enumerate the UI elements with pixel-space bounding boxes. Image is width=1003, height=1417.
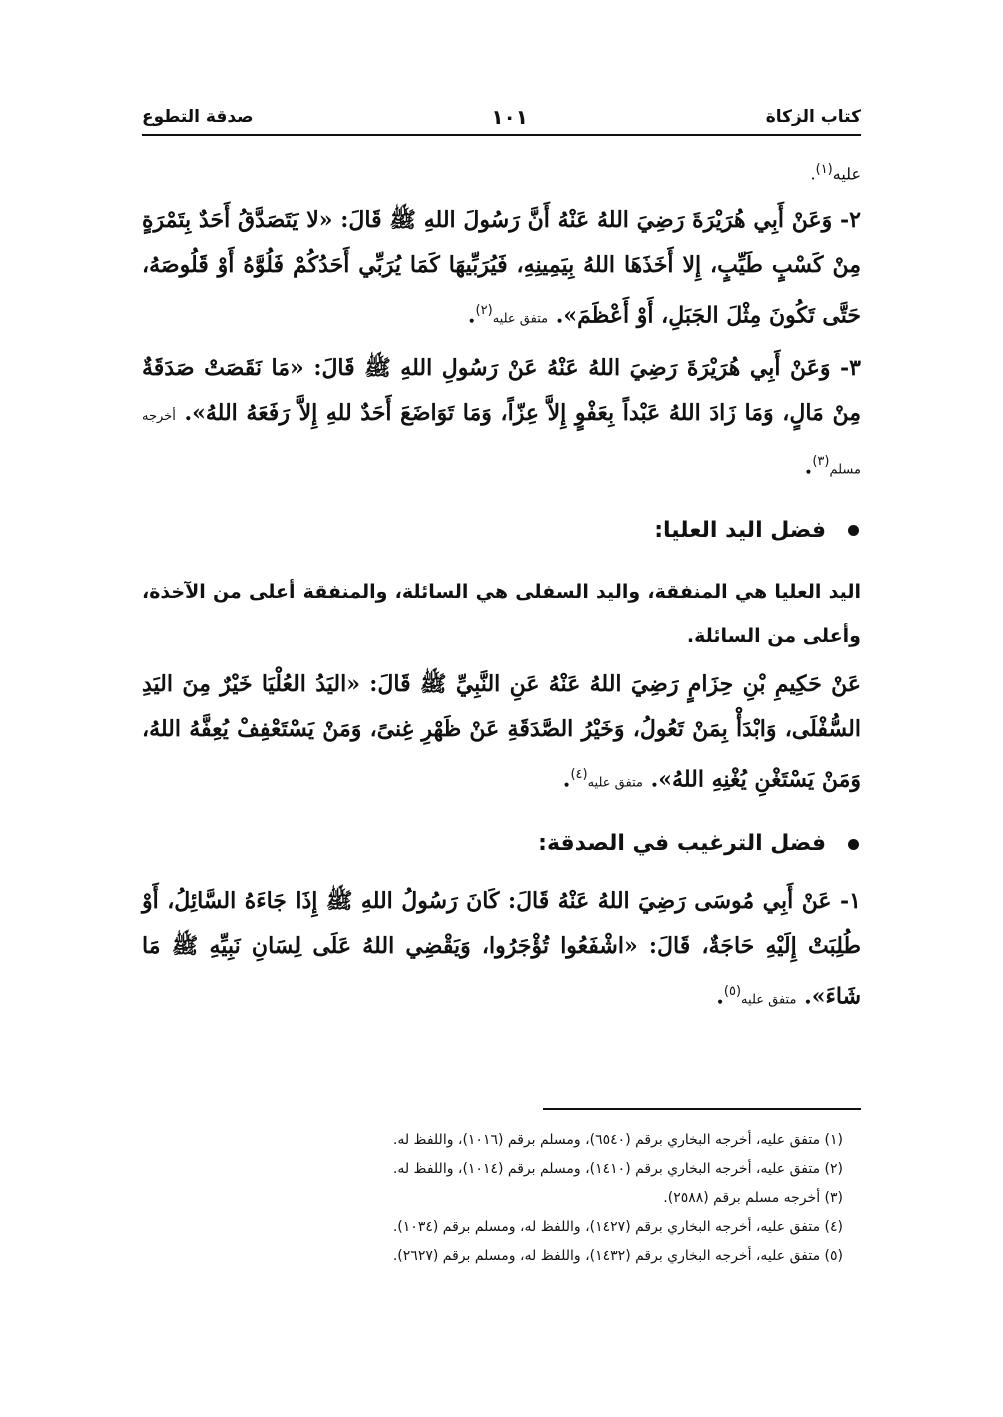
hadith-2-end: .: [467, 302, 476, 329]
footnote-item: (٥) متفق عليه، أخرجه البخاري برقم (١٤٣٢)، واللفظ له، ومسلم برقم (٢٦٢٧).: [392, 1248, 843, 1264]
bullet-icon: [848, 525, 859, 536]
hadith-abu-musa-text: ١- عَنْ أَبِي مُوسَى رَضِيَ اللهُ عَنْهُ قَالَ: كَانَ رَسُولُ اللهِ ﷺ إِذَا جَاءَهُ السَّائِلُ، أَوْ طُلِبَتْ إِلَيْهِ حَاجَةٌ، قَالَ: «اشْفَعُوا تُؤْجَرُوا، وَيَقْضِي اللهُ عَلَى لِسَانِ نَبِيِّهِ ﷺ مَا شَاءَ».: [142, 888, 861, 1010]
hadith-3-end: .: [804, 452, 813, 479]
hadith-3: [142, 346, 861, 492]
bullet-icon: [848, 839, 859, 850]
page-body: [142, 150, 861, 1023]
footnote-ref: (٥): [723, 984, 742, 1000]
hadith-abu-musa: [142, 879, 861, 1022]
running-header: [142, 100, 861, 136]
section-heading-encouragement: [142, 813, 861, 875]
footnote-ref: (٣): [812, 453, 830, 469]
footnote-item: (١) متفق عليه، أخرجه البخاري برقم (٦٥٤٠)، ومسلم برقم (١٠١٦)، واللفظ له.: [392, 1132, 843, 1148]
continuation-line: [142, 150, 861, 194]
continuation-end: .: [810, 164, 816, 184]
section-title: صدقة التطوع: [142, 107, 254, 127]
hadith-abu-musa-source: متفق عليه: [741, 992, 797, 1008]
footnote-ref: (١): [815, 162, 833, 177]
hadith-3-source: أخرجه مسلم: [142, 408, 861, 477]
footnote-item: (٤) متفق عليه، أخرجه البخاري برقم (١٤٢٧)، واللفظ له، ومسلم برقم (١٠٣٤).: [392, 1219, 843, 1235]
hadith-hakim-source: متفق عليه: [587, 775, 643, 791]
hadith-2-source: متفق عليه: [492, 311, 549, 327]
hadith-2-text: ٢- وَعَنْ أَبِي هُرَيْرَةَ رَضِيَ اللهُ عَنْهُ أَنَّ رَسُولَ اللهِ ﷺ قَالَ: «لا يَتَصَدَّقُ أَحَدٌ بِتَمْرَةٍ مِنْ كَسْبٍ طَيِّبٍ، إِلا أَخَذَهَا اللهُ بِيَمِينِهِ، فَيُرَبِّيهَا كَمَا يُرَبِّي أَحَدُكُمْ فَلُوَّهُ أَوْ قَلُوصَهُ، حَتَّى تَكُونَ مِثْلَ الجَبَلِ، أَوْ أَعْظَمَ».: [142, 207, 861, 329]
upper-hand-paragraph: اليد العليا هي المنفقة، واليد السفلى هي السائلة، والمنفقة أعلى من الآخذة، وأعلى من السائلة.: [142, 580, 861, 647]
heading-text: فضل الترغيب في الصدقة:: [538, 831, 826, 857]
footnote-separator: [543, 1108, 861, 1110]
hadith-hakim: [142, 662, 861, 805]
chapter-title: كتاب الزكاة: [765, 107, 861, 127]
heading-text: فضل اليد العليا:: [654, 517, 826, 543]
footnotes: [142, 1126, 843, 1271]
page-number: ١٠١: [491, 105, 528, 129]
hadith-hakim-end: .: [562, 766, 571, 793]
section-heading-upper-hand: [142, 500, 861, 562]
hadith-hakim-text: عَنْ حَكِيمِ بْنِ حِزَامٍ رَضِيَ اللهُ عَنْهُ عَنِ النَّبِيِّ ﷺ قَالَ: «اليَدُ العُلْيَا خَيْرٌ مِنَ اليَدِ السُّفْلَى، وَابْدَأْ بِمَنْ تَعُولُ، وَخَيْرُ الصَّدَقَةِ عَنْ ظَهْرِ غِنىً، وَمَنْ يَسْتَعْفِفْ يُعِفَّهُ اللهُ، وَمَنْ يَسْتَغْنِ يُغْنِهِ اللهُ».: [142, 670, 861, 793]
continuation-text: عليه: [832, 164, 861, 184]
footnote-ref: (٤): [570, 766, 588, 782]
hadith-abu-musa-end: .: [716, 983, 724, 1010]
hadith-2: [142, 198, 861, 341]
footnote-item: (٢) متفق عليه، أخرجه البخاري برقم (١٤١٠)، ومسلم برقم (١٠١٤)، واللفظ له.: [392, 1161, 843, 1177]
hadith-3-text: ٣- وَعَنْ أَبِي هُرَيْرَةَ رَضِيَ اللهُ عَنْهُ عَنْ رَسُولِ اللهِ ﷺ قَالَ: «مَا نَقَصَتْ صَدَقَةٌ مِنْ مَالٍ، وَمَا زَادَ اللهُ عَبْداً بِعَفْوٍ إِلاَّ عِزّاً، وَمَا تَوَاضَعَ أَحَدٌ للهِ إِلاَّ رَفَعَهُ اللهُ».: [142, 354, 861, 426]
footnote-ref: (٢): [475, 303, 493, 319]
footnote-item: (٣) أخرجه مسلم برقم (٢٥٨٨).: [663, 1190, 843, 1206]
